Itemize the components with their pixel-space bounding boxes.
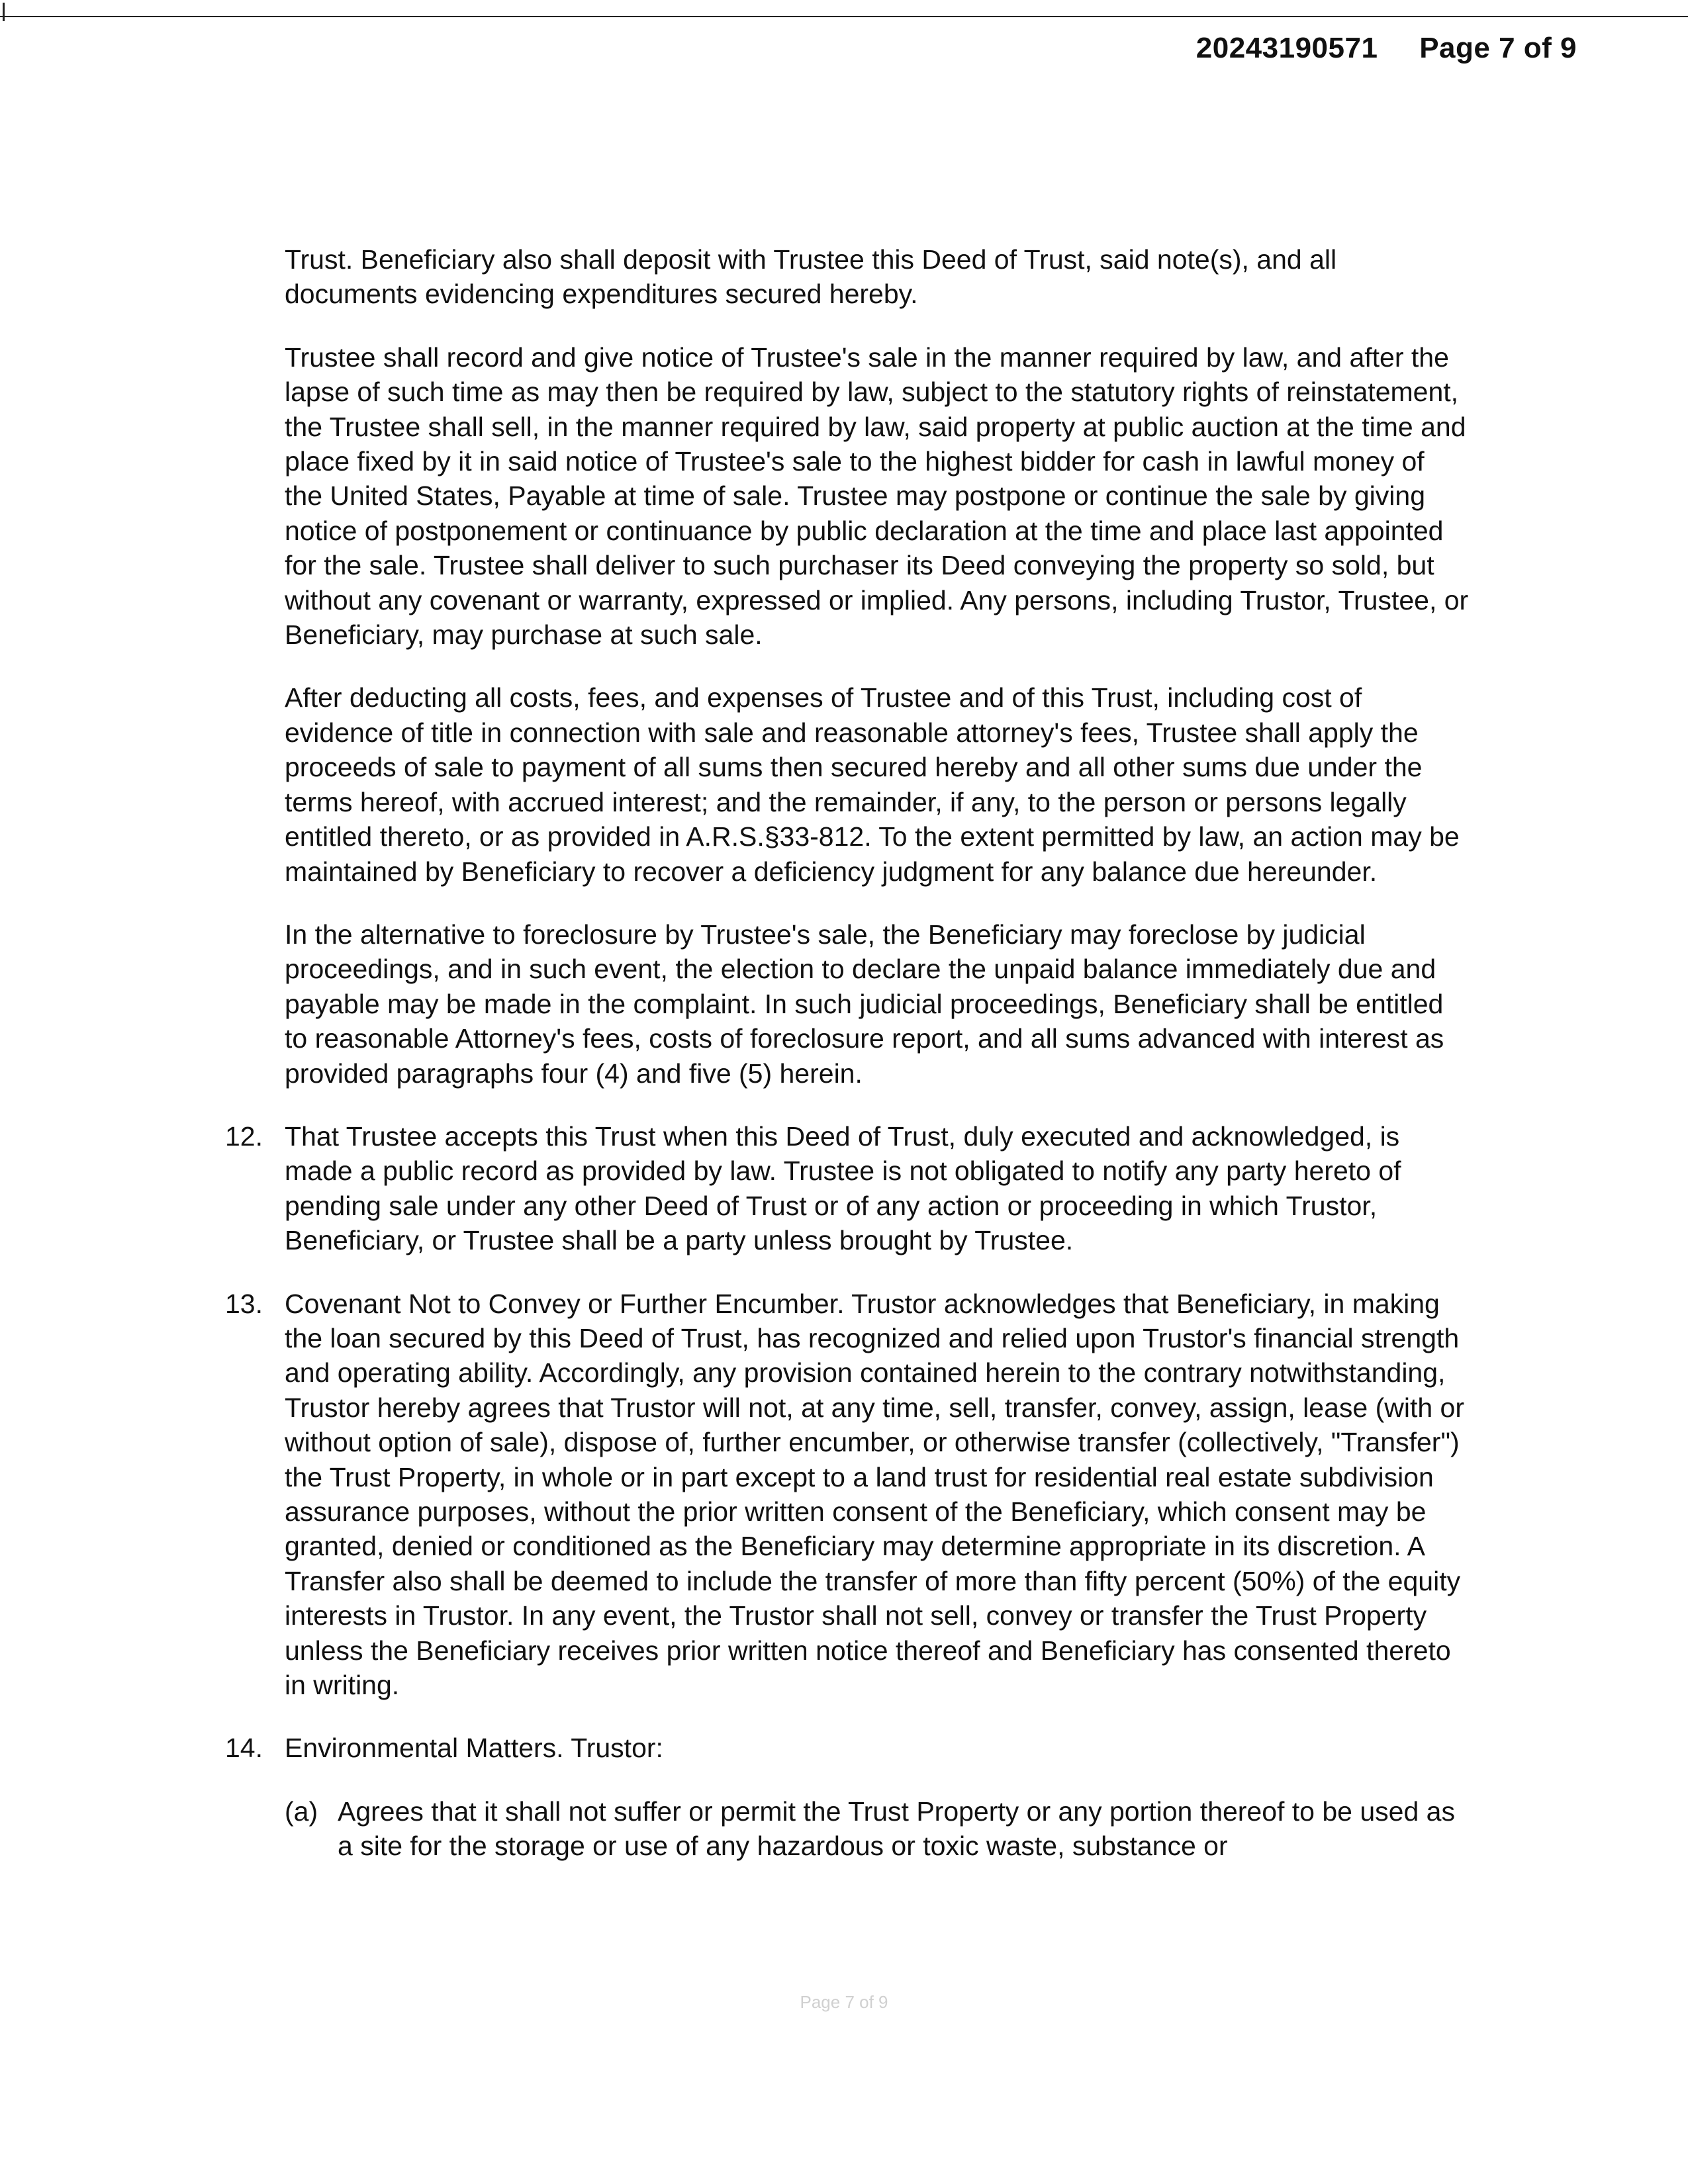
paragraph-judicial-foreclosure: In the alternative to foreclosure by Trustee's sale, the Beneficiary may foreclose by judicial proceedings, and in such event, the election to declare the unpaid balance immediately due and payable may be made in the complaint. In such judicial proceedings, Beneficiary shall be entitled to reasonable Attorney's fees, costs of foreclosure report, and all sums advanced with interest as provided paragraphs four (4) and five (5) herein. (285, 919, 1444, 1089)
item-text: Covenant Not to Convey or Further Encumber. Trustor acknowledges that Beneficiary, in making the loan secured by this Deed of Trust, has recognized and relied upon Trustor's financial strength and operating ability. Accordingly, any provision contained herein to the contrary notwithstanding, Trustor hereby agrees that Trustor will not, at any time, sell, transfer, convey, assign, lease (with or without option of sale), dispose of, further encumber, or otherwise transfer (collectively, "Transfer") the Trust Property, in whole or in part except to a land trust for residential real estate subdivision assurance purposes, without the prior written consent of the Beneficiary, which consent may be granted, denied or conditioned as the Beneficiary may determine appropriate in its discretion. A Transfer also shall be deemed to include the transfer of more than fifty percent (50%) of the equity interests in Trustor. In any event, the Trustor shall not sell, convey or transfer the Trust Property unless the Beneficiary receives prior written notice thereof and Beneficiary has consented thereto in writing. (285, 1288, 1464, 1701)
numbered-item-13 (225, 1287, 1470, 1703)
page-footer: Page 7 of 9 (800, 1992, 888, 2012)
numbered-item-14 (225, 1731, 1470, 1765)
subitem-text: Agrees that it shall not suffer or permit the Trust Property or any portion thereof to be used as a site for the storage or use of any hazardous or toxic waste, substance or (338, 1796, 1455, 1862)
paragraph-trust-deposit: Trust. Beneficiary also shall deposit with Trustee this Deed of Trust, said note(s), and all documents evidencing expenditures secured hereby. (285, 244, 1337, 310)
page-number-label: Page 7 of 9 (1419, 32, 1577, 64)
subitem-a (285, 1794, 1470, 1864)
item-number: 12. (225, 1120, 263, 1152)
document-body (225, 242, 1470, 1864)
top-rule-tick (3, 3, 5, 21)
numbered-item-12 (225, 1119, 1470, 1258)
paragraph-trustee-sale: Trustee shall record and give notice of Trustee's sale in the manner required by law, and after the lapse of such time as may then be required by law, subject to the statutory rights of reinstatement, the Trustee shall sell, in the manner required by law, said property at public auction at the time and place fixed by it in said notice of Trustee's sale to the highest bidder for cash in lawful money of the United States, Payable at time of sale. Trustee may postpone or continue the sale by giving notice of postponement or continuance by public declaration at the time and place last appointed for the sale. Trustee shall deliver to such purchaser its Deed conveying the property so sold, but without any covenant or warranty, expressed or implied. Any persons, including Trustor, Trustee, or Beneficiary, may purchase at such sale. (285, 341, 1469, 651)
item-text: That Trustee accepts this Trust when this Deed of Trust, duly executed and acknowledged, is made a public record as provided by law. Trustee is not obligated to notify any party hereto of pending sale under any other Deed of Trust or of any action or proceeding in which Trustor, Beneficiary, or Trustee shall be a party unless brought by Trustee. (285, 1120, 1401, 1256)
item-text: Environmental Matters. Trustor: (285, 1733, 663, 1764)
document-number: 20243190571 (1196, 32, 1378, 64)
top-rule (0, 16, 1688, 17)
item-number: 14. (225, 1733, 263, 1764)
subitem-label: (a) (285, 1796, 318, 1827)
item-number: 13. (225, 1288, 263, 1319)
page-header (1196, 32, 1577, 65)
paragraph-proceeds: After deducting all costs, fees, and expenses of Trustee and of this Trust, including cost of evidence of title in connection with sale and reasonable attorney's fees, Trustee shall apply the proceeds of sale to payment of all sums then secured hereby and all other sums due under the terms hereof, with accrued interest; and the remainder, if any, to the person or persons legally entitled thereto, or as provided in A.R.S.§33-812. To the extent permitted by law, an action may be maintained by Beneficiary to recover a deficiency judgment for any balance due hereunder. (285, 682, 1460, 887)
